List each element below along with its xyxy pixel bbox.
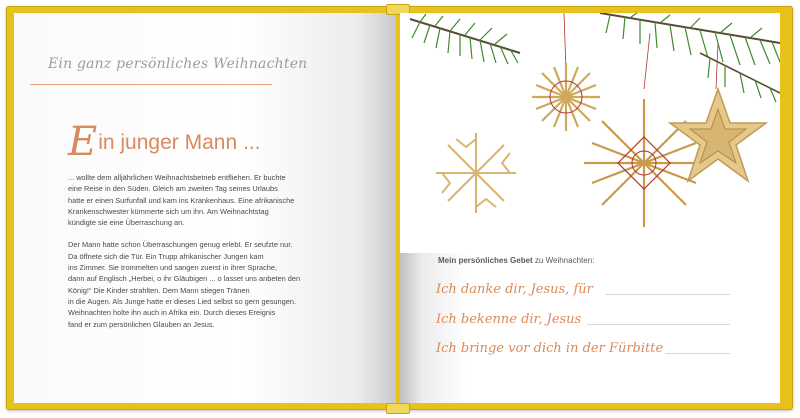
heading-initial: E [68,119,98,165]
straw-star-icon [584,99,704,227]
prayer-prompt-bold: Mein persönliches Gebet [438,256,533,265]
heading-rest: in junger Mann ... [98,131,261,154]
prayer-line-thanks: Ich danke dir, Jesus, für [436,282,593,297]
straw-star-icon [670,89,766,181]
story-heading [68,119,261,165]
write-line[interactable] [665,353,730,354]
fir-branches [410,13,780,102]
story-text [68,172,326,341]
spine-tab-bottom [386,403,410,414]
hanging-threads [564,13,718,89]
chapter-title-rule [30,84,272,85]
straw-star-icon [436,133,516,213]
prayer-prompt [438,256,594,265]
story-paragraph: ... wollte dem alljährlichen Weihnachtsbetrieb entfliehen. Er buchte eine Reise in den Süden. Gleich am zweiten Tag seines Urlaubs hatte er einen Surfunfall und kam ins Krankenhaus. Eine afrikanische Krankenschwester kümmerte sich um ihn. Am Weihnachtstag kündigte sie eine Überraschung an. [68,173,295,228]
chapter-title: Ein ganz persönliches Weihnachten [48,56,308,72]
straw-star-ornaments-photo [400,13,780,253]
write-line[interactable] [587,324,730,325]
prayer-line-confess: Ich bekenne dir, Jesus [436,312,582,327]
straw-star-icon [532,63,600,131]
write-line[interactable] [605,294,730,295]
story-paragraph: Der Mann hatte schon Überraschungen genug erlebt. Er seufzte nur. Da öffnete sich die Tür. Ein Trupp afrikanischer Jungen kam ins Zimmer. Sie trommelten und sangen zuerst in ihrer Sprache, dann auf Englisch „Herbei, o ihr Gläubigen ... o lasset uns anbeten den König!“ Die Kinder strahlten. Dem Mann stiegen Tränen in die Augen. Als Junge hatte er dieses Lied selbst so gern gesungen. Weihnachten holte ihn auch in Afrika ein. Durch dieses Ereignis fand er zum persönlichen Glauben an Jesus. [68,240,301,329]
prayer-line-intercession: Ich bringe vor dich in der Fürbitte [436,341,664,356]
prayer-prompt-rest: zu Weihnachten: [532,256,595,265]
